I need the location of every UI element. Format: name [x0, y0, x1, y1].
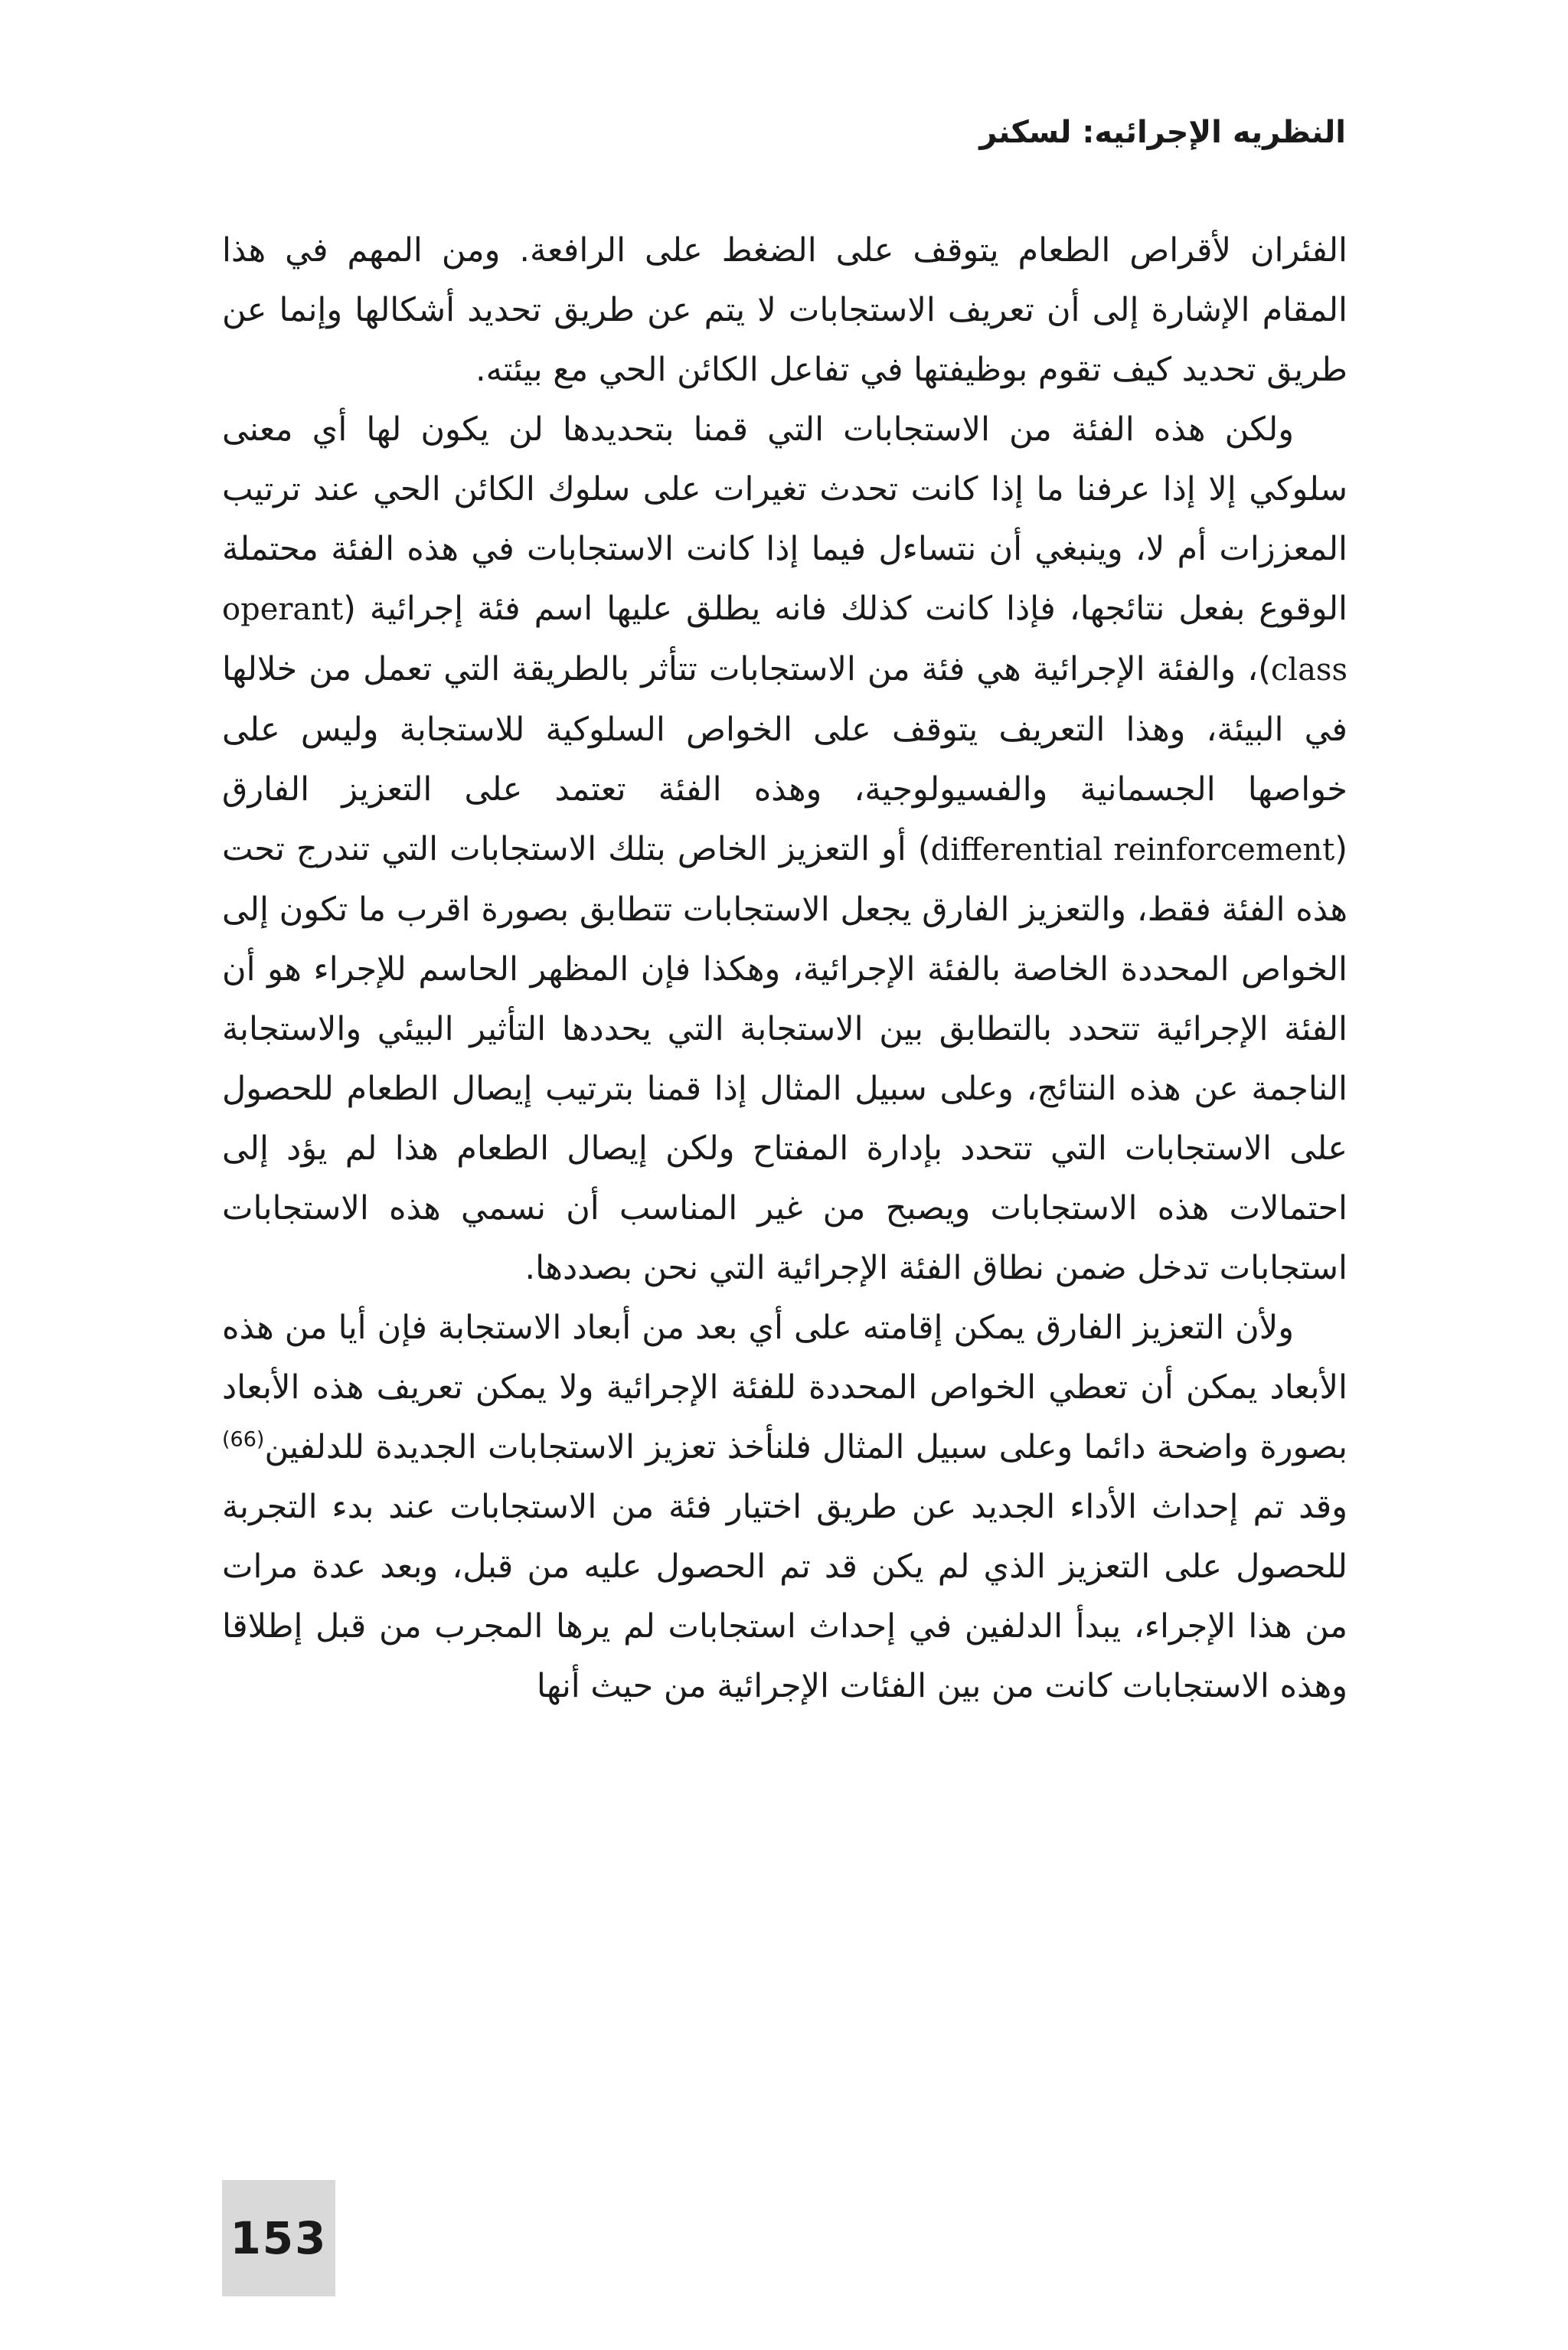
- paragraph-1-text: الفئران لأقراص الطعام يتوقف على الضغط على الرافعة. ومن المهم في هذا المقام الإشارة إلى أن تعريف الاستجابات لا يتم عن طريق تحديد أشكالها وإنما عن طريق تحديد كيف تقوم بوظيفتها في تفاعل الكائن الحي مع بيئته.: [222, 231, 1348, 389]
- term-differential-reinforcement: differential reinforcement: [930, 832, 1335, 868]
- paragraph-3-text-a: ولأن التعزيز الفارق يمكن إقامته على أي بعد من أبعاد الاستجابة فإن أيا من هذه الأبعاد يمكن أن تعطي الخواص المحددة للفئة الإجرائية ولا يمكن تعريف هذه الأبعاد بصورة واضحة دائما وعلى سبيل المثال فلنأخذ تعزيز الاستجابات الجديدة للدلفين: [222, 1309, 1348, 1466]
- body-text: [222, 221, 1348, 1716]
- paragraph-2-text-c: ) أو التعزيز الخاص بتلك الاستجابات التي تندرج تحت هذه الفئة فقط، والتعزيز الفارق يجعل الاستجابات تتطابق بصورة اقرب ما تكون إلى الخواص المحددة الخاصة بالفئة الإجرائية، وهكذا فإن المظهر الحاسم للإجراء هو أن الفئة الإجرائية تتحدد بالتطابق بين الاستجابة التي يحددها التأثير البيئي والاستجابة الناجمة عن هذه النتائج، وعلى سبيل المثال إذا قمنا بترتيب إيصال الطعام للحصول على الاستجابات التي تتحدد بإدارة المفتاح ولكن إيصال الطعام هذا لم يؤد إلى احتمالات هذه الاستجابات ويصبح من غير المناسب أن نسمي هذه الاستجابات استجابات تدخل ضمن نطاق الفئة الإجرائية التي نحن بصددها.: [222, 830, 1348, 1287]
- page-number-box: [222, 2180, 335, 2296]
- paragraph-2-text-a: ولكن هذه الفئة من الاستجابات التي قمنا بتحديدها لن يكون لها أي معنى سلوكي إلا إذا عرفنا ما إذا كانت تحدث تغيرات على سلوك الكائن الحي عند ترتيب المعززات أم لا، وينبغي أن نتساءل فيما إذا كانت الاستجابات في هذه الفئة محتملة الوقوع بفعل نتائجها، فإذا كانت كذلك فانه يطلق عليها اسم فئة إجرائية (: [222, 410, 1348, 628]
- paragraph-3-text-b: وقد تم إحداث الأداء الجديد عن طريق اختيار فئة من الاستجابات عند بدء التجربة للحصول على التعزيز الذي لم يكن قد تم الحصول عليه من قبل، وبعد عدة مرات من هذا الإجراء، يبدأ الدلفين في إحداث استجابات لم يرها المجرب من قبل إطلاقا وهذه الاستجابات كانت من بين الفئات الإجرائية من حيث أنها: [222, 1488, 1348, 1705]
- footnote-reference[interactable]: (66): [222, 1427, 265, 1452]
- paragraph-2-text-b: )، والفئة الإجرائية هي فئة من الاستجابات تتأثر بالطريقة التي تعمل من خلالها في البيئة، وهذا التعريف يتوقف على الخواص السلوكية للاستجابة وليس على خواصها الجسمانية والفسيولوجية، وهذه الفئة تعتمد على التعزيز الفارق (: [222, 650, 1348, 868]
- page-number: 153: [230, 2212, 328, 2264]
- term-operant-class: operant class: [222, 592, 1348, 688]
- paragraph-3: [222, 1298, 1348, 1716]
- paragraph-1: [222, 221, 1348, 400]
- running-header: النظريه الإجرائيه: لسكنر: [979, 115, 1346, 150]
- paragraph-2: [222, 400, 1348, 1298]
